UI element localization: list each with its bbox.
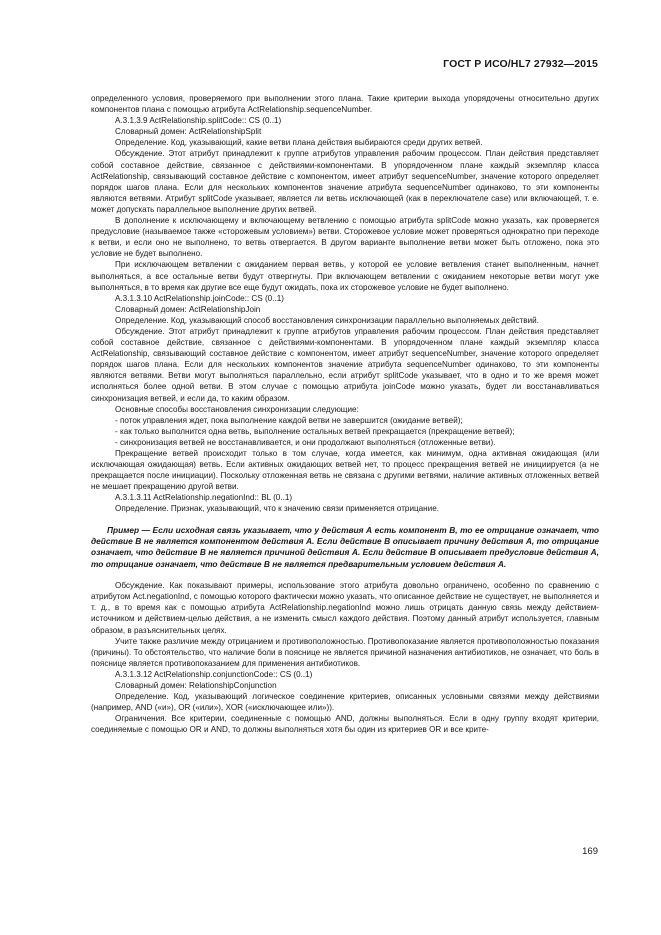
body-paragraph: При исключающем ветвлении с ожиданием первая ветвь, у которой ее условие ветвления станет выполненным, начнет выполняться, а все остальные ветви будут отвергнуты. При включающем ветвлении с ожиданием некоторые ветви могут уже выполняться, в то время как другие все еще будут ожидать, пока их сторожевое условие не будет выполнено.	[91, 260, 599, 292]
definition-paragraph: Определение. Код, указывающий способ восстановления синхронизации параллельно выполняемых действий.	[115, 315, 539, 325]
document-header: ГОСТ Р ИСО/HL7 27932—2015	[443, 58, 598, 70]
list-item: - поток управления ждет, пока выполнение каждой ветви не завершится (ожидание ветвей);	[115, 415, 463, 425]
clause-heading: A.3.1.3.12 ActRelationship.conjunctionCode:: CS (0..1)	[115, 669, 313, 679]
body-paragraph: Учите также различие между отрицанием и противоположностью. Противопоказание является противоположностью показания (причины). То обстоятельство, что наличие боли в пояснице не является причиной назначения антибиотиков, не означает, что боль в пояснице является противопоказанием для применения антибиотиков.	[91, 636, 599, 668]
definition-paragraph: Определение. Код, указывающий логическое соединение критериев, описанных условными связями между действиями (например, AND («и»), OR («или»), XOR («исключающее или»)).	[91, 692, 599, 713]
example-paragraph: Пример — Если исходная связь указывает, что у действия А есть компонент В, то ее отрицание означает, что действие В не является компонентом действия А. Если действие В описывает причину действия А, то отрицание означает, что действие В не является причиной действия А. Если действие В описывает предусловие действия А, то отрицание означает, что действие В не является предварительным условием действия А.	[91, 524, 599, 569]
body-paragraph: Прекращение ветвей происходит только в том случае, когда имеется, как минимум, одна активная ожидающая (или исключающая ожидающая) ветвь. Если активных ожидающих ветвей нет, то процесс прекращения ветвей не инициируется (а не прекращается после инициации). Поскольку отложенная ветвь не связана с другими ветвями, наличие активных отложенных ветвей не мешает прекращению другой ветви.	[91, 449, 599, 492]
vocabulary-domain: Словарный домен: ActRelationshipJoin	[115, 304, 261, 314]
definition-paragraph: Определение. Код, указывающий, какие ветви плана действия выбираются среди других ветвей.	[115, 138, 483, 148]
vocabulary-domain: Словарный домен: RelationshipConjunction	[115, 681, 277, 691]
clause-heading: A.3.1.3.9 ActRelationship.splitCode:: CS (0..1)	[115, 116, 282, 126]
discussion-paragraph: Обсуждение. Этот атрибут принадлежит к группе атрибутов управления рабочим процессом. План действия представляет собой составное действие, связанное с действиями-компонентами. В упорядоченном плане каждый экземпляр класса ActRelationship, связывающий составное действие с компонентом, имеет атрибут sequenceNumber, значение которого определяет порядок шагов плана. Если для нескольких компонентов значение атрибута sequenceNumber одинаково, то эти компоненты являются ветвями. Ветви могут выполняться параллельно, если атрибут splitCode указывает, что в одно и то же время может исполняться более одной ветви. В этом случае с помощью атрибута joinCode можно указать, будет ли восстанавливаться синхронизация ветвей, и если да, то каким образом.	[91, 326, 599, 403]
definition-paragraph: Определение. Признак, указывающий, что к значению связи применяется отрицание.	[115, 504, 439, 514]
constraints-paragraph: Ограничения. Все критерии, соединенные с помощью AND, должны выполняться. Если в одну группу входят критерии, соединяемые с помощью OR и AND, то должны выполняться хотя бы один из критериев OR и все крите-	[91, 714, 599, 735]
discussion-paragraph: Обсуждение. Как показывают примеры, использование этого атрибута довольно ограничено, особенно по сравнению с атрибутом Act.negationInd, с помощью которого фактически можно указать, что описанное действие не существует, не выполняется и т. д., в то время как с помощью атрибута ActRelationship.negationInd можно лишь отрицать данную связь между действием-источником и действием-целью действия, а не изменить смысл каждого действия. Поэтому данный атрибут используется, главным образом, в разъяснительных целях.	[91, 581, 599, 635]
paragraph-continuation: определенного условия, проверяемого при выполнении этого плана. Такие критерии выхода упорядочены относительно других компонентов плана с помощью атрибута ActRelationship.sequenceNumber.	[91, 94, 599, 115]
body-paragraph: В дополнение к исключающему и включающему ветвлению с помощью атрибута splitCode можно указать, как проверяется предусловие (называемое также «сторожевым условием») ветви. Сторожевое условие может проверяться однократно при переходе к ветви, и если оно не выполнено, то ветвь отвергается. В другом варианте выполнение ветви может быть отложено, пока это условие не будет выполнено.	[91, 216, 599, 259]
clause-heading: A.3.1.3.11 ActRelationship.negationInd:: BL (0..1)	[115, 493, 293, 503]
list-item: - синхронизация ветвей не восстанавливается, и они продолжают выполняться (отложенные ветви).	[115, 437, 496, 447]
clause-heading: A.3.1.3.10 ActRelationship.joinCode:: CS (0..1)	[115, 293, 284, 303]
discussion-paragraph: Обсуждение. Этот атрибут принадлежит к группе атрибутов управления рабочим процессом. План действия представляет собой составное действие, связанное с действиями-компонентами. В упорядоченном плане каждый экземпляр класса ActRelationship, связывающий составное действие с компонентом, имеет атрибут sequenceNumber, значение которого определяет порядок шагов плана. Если для нескольких компонентов значение атрибута sequenceNumber одинаково, то эти компоненты являются ветвями. Атрибут splitCode указывает, является ли ветвь исключающей (как в переключателе case) или включающей, т. е. может допускать параллельное выполнение других ветвей.	[91, 149, 599, 214]
page-number: 169	[582, 846, 598, 857]
list-item: - как только выполнится одна ветвь, выполнение остальных ветвей прекращается (прекращение ветвей);	[115, 426, 515, 436]
body-paragraph: Основные способы восстановления синхронизации следующие:	[115, 404, 359, 414]
page-body	[91, 93, 599, 736]
vocabulary-domain: Словарный домен: ActRelationshipSplit	[115, 127, 262, 137]
